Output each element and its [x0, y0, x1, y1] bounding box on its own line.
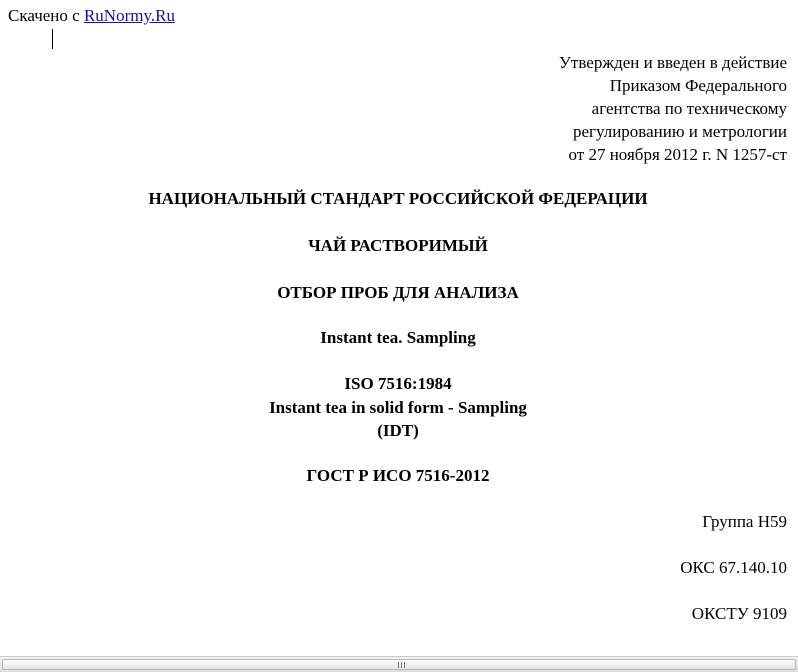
approval-block [559, 51, 787, 166]
standard-type-heading: НАЦИОНАЛЬНЫЙ СТАНДАРТ РОССИЙСКОЙ ФЕДЕРАЦИИ [148, 189, 648, 208]
title-ru-heading: ЧАЙ РАСТВОРИМЫЙ [308, 236, 488, 255]
source-line [8, 6, 175, 26]
approval-line: регулированию и метрологии [572, 122, 787, 141]
approval-line: Приказом Федерального [609, 76, 787, 95]
oks-code: ОКС 67.140.10 [680, 558, 787, 577]
iso-number: ISO 7516:1984 [344, 374, 452, 393]
iso-title: Instant tea in solid form - Sampling [269, 398, 527, 417]
grip-lines-icon [397, 662, 407, 668]
approval-line: от 27 ноября 2012 г. N 1257-ст [568, 145, 787, 164]
title-en-heading: Instant tea. Sampling [320, 328, 476, 347]
iso-degree: (IDT) [377, 421, 419, 440]
source-prefix: Скачено с [8, 6, 80, 25]
gost-number: ГОСТ Р ИСО 7516-2012 [306, 466, 490, 485]
approval-line: Утвержден и введен в действие [558, 53, 787, 72]
scrollbar-thumb[interactable] [2, 659, 796, 670]
subtitle-ru-heading: ОТБОР ПРОБ ДЛЯ АНАЛИЗА [277, 283, 519, 302]
text-cursor [52, 29, 53, 49]
approval-line: агентства по техническому [591, 99, 787, 118]
group-code: Группа Н59 [702, 512, 787, 531]
okstu-code: ОКСТУ 9109 [691, 604, 787, 623]
horizontal-scrollbar[interactable] [0, 656, 798, 672]
source-link[interactable]: RuNormy.Ru [83, 6, 175, 25]
